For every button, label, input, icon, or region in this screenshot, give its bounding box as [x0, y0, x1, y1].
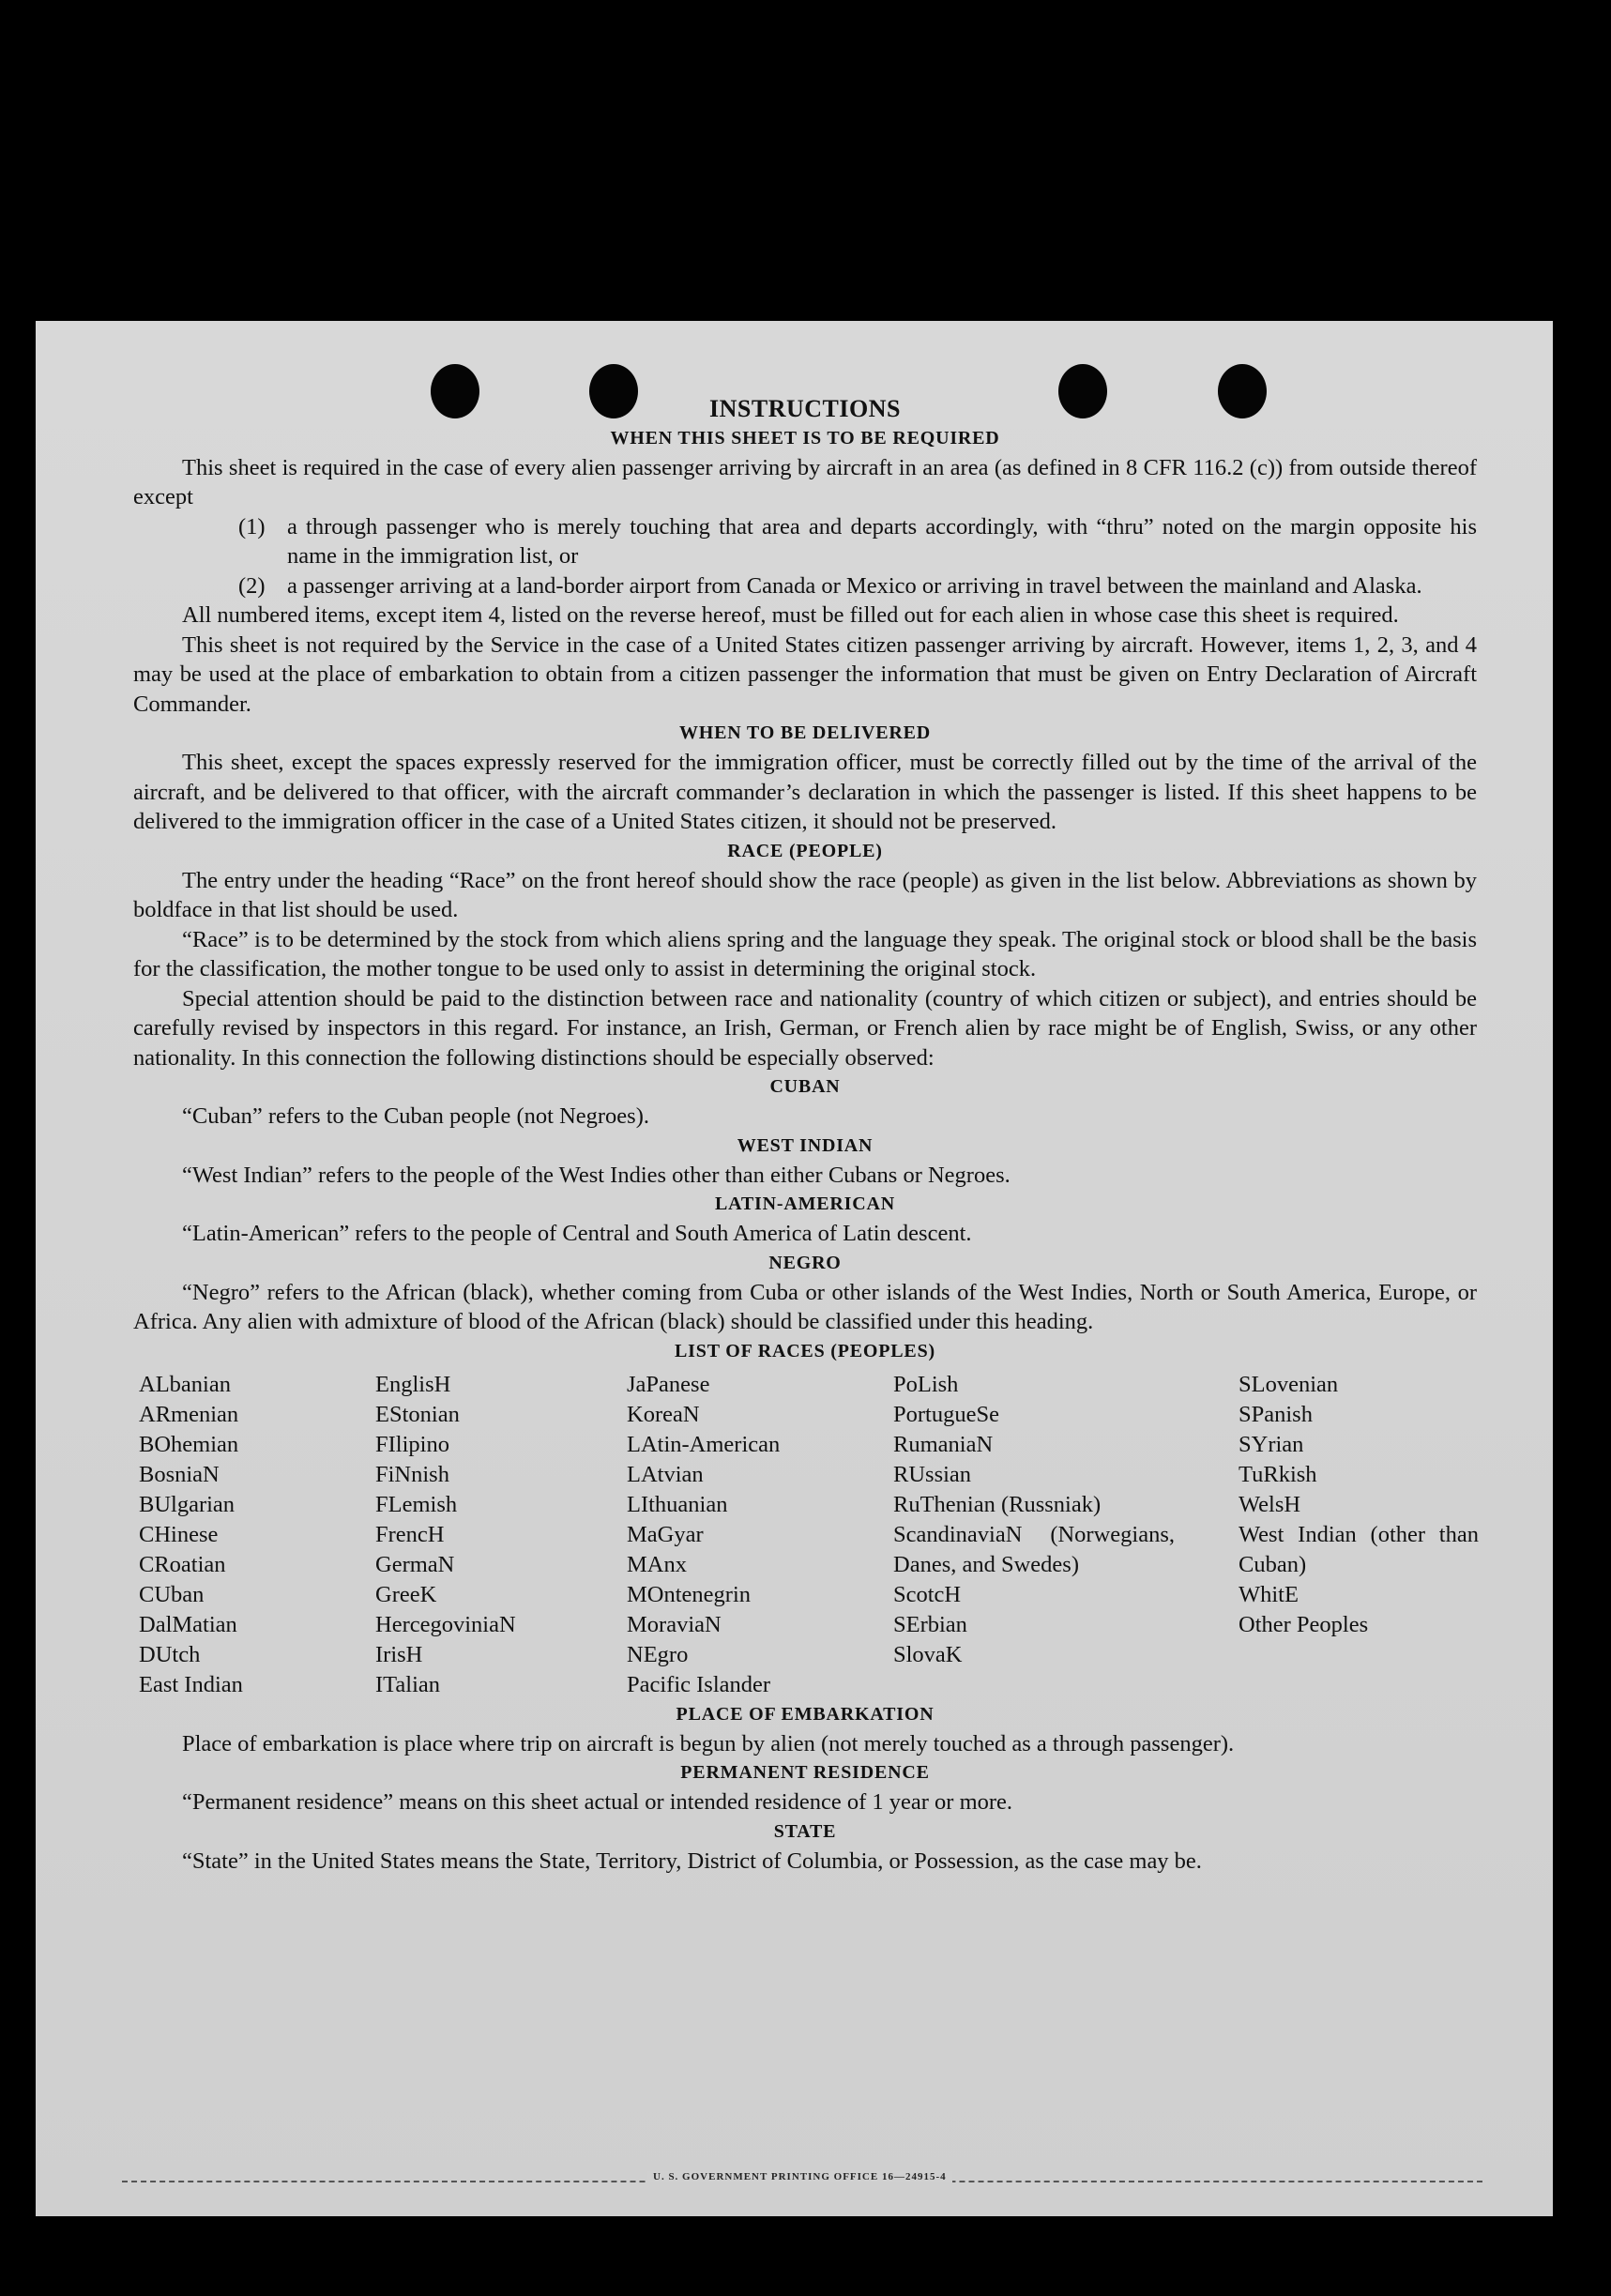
race-column: [627, 1370, 880, 1700]
race-item: SlovaK: [893, 1641, 963, 1667]
race-item: SPanish: [1239, 1401, 1313, 1427]
heading-cuban: CUBAN: [769, 1076, 841, 1097]
race-item: FrencH: [375, 1521, 445, 1547]
paragraph: “State” in the United States means the State, Territory, District of Columbia, or Possession, as the case may be.: [182, 1847, 1202, 1874]
heading-west-indian: WEST INDIAN: [737, 1134, 874, 1156]
race-item: WhitE: [1239, 1581, 1299, 1607]
heading-place-of-embarkation: PLACE OF EMBARKATION: [676, 1703, 935, 1725]
race-item: FLemish: [375, 1491, 458, 1517]
race-item: MoraviaN: [627, 1611, 722, 1637]
race-item: FIlipino: [375, 1431, 449, 1457]
paragraph: Place of embarkation is place where trip on aircraft is begun by alien (not merely touched as a through passenger).: [182, 1730, 1235, 1756]
race-column: [1239, 1370, 1479, 1640]
race-item: CHinese: [139, 1521, 219, 1547]
race-item: RumaniaN: [893, 1431, 994, 1457]
race-item: SYrian: [1239, 1431, 1304, 1457]
race-item: West Indian (other than Cuban): [1239, 1521, 1479, 1577]
race-item: DalMatian: [139, 1611, 237, 1637]
race-item: LIthuanian: [627, 1491, 728, 1517]
heading-state: STATE: [773, 1820, 837, 1842]
instructions-document: [133, 394, 1477, 1876]
page-title: INSTRUCTIONS: [709, 395, 901, 422]
race-item: ScandinaviaN (Norwegians, Danes, and Swedes): [893, 1521, 1175, 1577]
race-item: HercegoviniaN: [375, 1611, 516, 1637]
race-item: LAtin-American: [627, 1431, 781, 1457]
paragraph: This sheet, except the spaces expressly reserved for the immigration officer, must be correctly filled out by the time of the arrival of the aircraft, and be delivered to that officer, with the aircraft commander’s declaration in which the passenger is listed. If this sheet happens to be delivered to the immigration officer in the case of a United States citizen, it should not be preserved.: [133, 750, 1477, 834]
paragraph: This sheet is not required by the Service in the case of a United States citizen passenger arriving by aircraft. However, items 1, 2, 3, and 4 may be used at the place of embarkation to obtain from a citizen passenger the information that must be given on Entry Declaration of Aircraft Commander.: [133, 631, 1477, 717]
race-item: SErbian: [893, 1611, 967, 1637]
race-item: RuThenian (Russniak): [893, 1491, 1102, 1517]
printer-imprint: U. S. GOVERNMENT PRINTING OFFICE 16—24915-4: [647, 2171, 952, 2182]
race-item: Other Peoples: [1239, 1611, 1369, 1637]
race-item: GermaN: [375, 1551, 455, 1577]
race-item: BosniaN: [139, 1461, 220, 1487]
item-number: (2): [238, 572, 266, 599]
race-item: MAnx: [627, 1551, 687, 1577]
paragraph: “Latin-American” refers to the people of Central and South America of Latin descent.: [182, 1221, 972, 1246]
heading-latin-american: LATIN-AMERICAN: [715, 1194, 895, 1214]
race-item: LAtvian: [627, 1461, 704, 1487]
heading-list-of-races: LIST OF RACES (PEOPLES): [675, 1340, 935, 1361]
race-item: KoreaN: [627, 1401, 700, 1427]
paragraph: “Negro” refers to the African (black), whether coming from Cuba or other islands of the West Indies, North or South America, Europe, or Africa. Any alien with admixture of blood of the African (black) should be classified under this heading.: [133, 1279, 1477, 1334]
heading-when-required: WHEN THIS SHEET IS TO BE REQUIRED: [610, 427, 1000, 449]
race-item: BOhemian: [139, 1431, 239, 1457]
race-item: NEgro: [627, 1641, 689, 1667]
race-column: [893, 1370, 1175, 1670]
race-item: Pacific Islander: [627, 1671, 771, 1697]
paragraph: “Permanent residence” means on this sheet actual or intended residence of 1 year or more.: [182, 1789, 1013, 1815]
paragraph: The entry under the heading “Race” on the front hereof should show the race (people) as given in the list below. Abbreviations as shown by boldface in that list should be used.: [133, 867, 1477, 922]
race-item: PortugueSe: [893, 1401, 999, 1427]
paragraph: All numbered items, except item 4, listed on the reverse hereof, must be filled out for each alien in whose case this sheet is required.: [182, 602, 1399, 628]
heading-when-delivered: WHEN TO BE DELIVERED: [678, 722, 932, 743]
race-item: CRoatian: [139, 1551, 226, 1577]
heading-race: RACE (PEOPLE): [727, 840, 883, 861]
race-item: PoLish: [893, 1371, 959, 1397]
list-item: [133, 512, 1477, 571]
race-list: [133, 1370, 1477, 1700]
race-item: EStonian: [375, 1401, 460, 1427]
race-item: ScotcH: [893, 1581, 962, 1607]
race-column: [375, 1370, 610, 1700]
race-item: GreeK: [375, 1581, 437, 1607]
heading-permanent-residence: PERMANENT RESIDENCE: [680, 1762, 930, 1783]
race-item: CUban: [139, 1581, 205, 1607]
list-item: [133, 571, 1477, 601]
race-item: ALbanian: [139, 1371, 231, 1397]
race-item: TuRkish: [1239, 1461, 1317, 1487]
race-column: [139, 1370, 364, 1700]
race-item: MaGyar: [627, 1521, 704, 1547]
paragraph: “Race” is to be determined by the stock from which aliens spring and the language they speak. The original stock or blood shall be the basis for the classification, the mother tongue to be used only to assist in determining the original stock.: [133, 926, 1477, 981]
paragraph: Special attention should be paid to the distinction between race and nationality (country of which citizen or subject), and entries should be carefully revised by inspectors in this regard. For instance, an Irish, German, or French alien by race might be of English, Swiss, or any other nationality. In this connection the following distinctions should be especially observed:: [133, 985, 1477, 1071]
race-item: IrisH: [375, 1641, 423, 1667]
race-item: SLovenian: [1239, 1371, 1339, 1397]
race-item: BUlgarian: [139, 1491, 236, 1517]
printer-imprint-line: [122, 2171, 1482, 2182]
item-number: (1): [238, 513, 266, 540]
paragraph: This sheet is required in the case of every alien passenger arriving by aircraft in an area (as defined in 8 CFR 116.2 (c)) from outside thereof except: [133, 454, 1477, 509]
race-item: MOntenegrin: [627, 1581, 751, 1607]
item-text: a passenger arriving at a land-border airport from Canada or Mexico or arriving in travel between the mainland and Alaska.: [287, 572, 1422, 599]
heading-negro: NEGRO: [768, 1252, 842, 1273]
race-item: East Indian: [139, 1671, 243, 1697]
race-item: ITalian: [375, 1671, 441, 1697]
race-item: FiNnish: [375, 1461, 449, 1487]
paragraph: “Cuban” refers to the Cuban people (not Negroes).: [182, 1103, 649, 1129]
race-item: EnglisH: [375, 1371, 451, 1397]
race-item: ARmenian: [139, 1401, 239, 1427]
race-item: DUtch: [139, 1641, 201, 1667]
race-item: WelsH: [1239, 1491, 1301, 1517]
paragraph: “West Indian” refers to the people of the West Indies other than either Cubans or Negroes.: [182, 1162, 1011, 1188]
item-text: a through passenger who is merely touching that area and departs accordingly, with “thru” noted on the margin opposite his name in the immigration list, or: [287, 513, 1477, 569]
race-item: JaPanese: [627, 1371, 710, 1397]
race-item: RUssian: [893, 1461, 972, 1487]
